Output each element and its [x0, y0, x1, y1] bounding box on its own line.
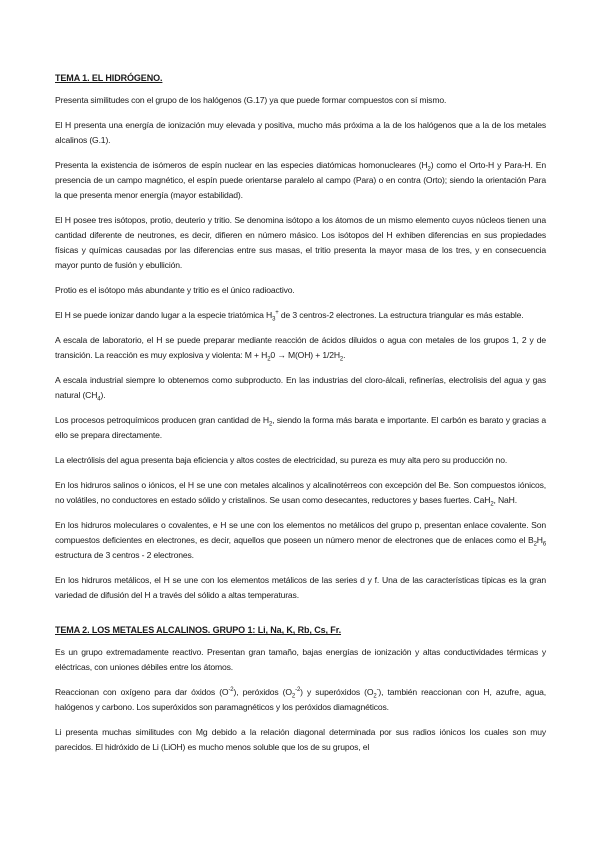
text: ), también reaccionan con H, azufre, agua, halógenos y carbono. Los superóxidos son paramagnéticos y los peróxidos diamagnéticos. [55, 687, 546, 712]
subscript: 2 [267, 356, 271, 363]
subscript: 2 [427, 166, 431, 173]
text: Li presenta muchas similitudes con Mg debido a la relación diagonal determinada por sus radios iónicos los cuales son muy parecidos. El hidróxido de Li (LiOH) es mucho menos soluble que los de su grupos, el [55, 727, 546, 752]
paragraph [55, 453, 546, 468]
text: ) como el Orto-H y Para-H. En presencia de un campo magnético, el espín puede orientarse paralelo al campo (Para) o en contra (Orto); siendo la orientación Para la que presenta menor energía (mayor estabilidad). [55, 160, 546, 200]
text: El H se puede ionizar dando lugar a la especie triatómica H [55, 310, 273, 320]
text: . [343, 350, 346, 360]
superscript: -2 [295, 687, 301, 694]
text: Protio es el isótopo más abundante y tritio es el único radioactivo. [55, 285, 295, 295]
text: En los hidruros salinos o iónicos, el H se une con metales alcalinos y alcalinotérreos con excepción del Be. Son compuestos iónicos, no volátiles, no conductores en estado sólido y cristalinos. Se usan como desecantes, reductores y bases fuertes. CaH [55, 480, 546, 505]
text: estructura de 3 centros - 2 electrones. [55, 550, 194, 560]
text: Presenta la existencia de isómeros de espín nuclear en las especies diatómicas homonucleares (H [55, 160, 428, 170]
paragraph [55, 118, 546, 148]
text: A escala industrial siempre lo obtenemos como subproducto. En las industrias del cloro-álcali, refinerías, electrolisis del agua y gas natural (CH [55, 375, 546, 400]
text: , siendo la forma más barata e importante. El carbón es barato y gracias a ello se prepara directamente. [55, 415, 546, 440]
text: de 3 centros-2 electrones. La estructura triangular es más estable. [278, 310, 524, 320]
text: En los hidruros moleculares o covalentes, e H se une con los elementos no metálicos del grupo p, presentan enlace covalente. Son compuestos deficientes en electrones, es decir, aquellos que poseen un número menor de electrones que de enlaces como el B [55, 520, 546, 545]
text: A escala de laboratorio, el H se puede preparar mediante reacción de ácidos diluidos o agua con metales de los grupos 1, 2 y de transición. La reacción es muy explosiva y violenta: M + H [55, 335, 546, 360]
paragraph [55, 283, 546, 298]
text: 0 → M(OH) + 1/2H [270, 350, 340, 360]
text: La electrólisis del agua presenta baja eficiencia y altos costes de electricidad, su pureza es muy alta pero su producción no. [55, 455, 508, 465]
paragraph [55, 685, 546, 715]
paragraph [55, 725, 546, 755]
subscript: 2 [490, 501, 494, 508]
text: ). [100, 390, 106, 400]
paragraph [55, 413, 546, 443]
paragraph [55, 518, 546, 563]
heading-subtext: : Li, Na, K, Rb, Cs, Fr. [252, 625, 342, 635]
superscript: + [275, 310, 279, 317]
section-spacer [55, 613, 546, 625]
subscript: 2 [373, 693, 377, 700]
text: Es un grupo extremadamente reactivo. Presentan gran tamaño, bajas energías de ionización y altas conductividades térmicas y eléctricas, con uniones débiles entre los átomos. [55, 647, 546, 672]
paragraph [55, 478, 546, 508]
subscript: 4 [97, 396, 101, 403]
text: El H posee tres isótopos, protio, deuterio y tritio. Se denomina isótopo a los átomos de un mismo elemento cuyos núcleos tienen una cantidad diferente de neutrones, es decir, difieren en número másico. Los isótopos del H exhiben diferencias en sus propiedades físicas y químicas causadas por las diferencias entre sus masas, el tritio presenta la mayor masa de los tres, y en consecuencia mayor punto de fusión y ebullición. [55, 215, 546, 270]
superscript: -2 [228, 687, 234, 694]
text: El H presenta una energía de ionización muy elevada y positiva, mucho más próxima a la de los halógenos que a la de los metales alcalinos (G.1). [55, 120, 546, 145]
section-2-heading [55, 625, 546, 635]
text: ), peróxidos (O [233, 687, 292, 697]
subscript: 2 [339, 356, 344, 363]
subscript: 6 [542, 541, 546, 548]
text: Presenta similitudes con el grupo de los halógenos (G.17) ya que puede formar compuestos con sí mismo. [55, 95, 447, 105]
text: ) y superóxidos (O [300, 687, 374, 697]
heading-text: TEMA 2. LOS METALES ALCALINOS. GRUPO 1 [55, 625, 253, 635]
superscript: - [376, 687, 379, 694]
text: Reaccionan con oxígeno para dar óxidos (O [55, 687, 229, 697]
paragraph [55, 308, 546, 323]
paragraph [55, 373, 546, 403]
paragraph [55, 93, 546, 108]
paragraph [55, 333, 546, 363]
section-1-heading: TEMA 1. EL HIDRÓGENO. [55, 73, 163, 83]
subscript: 2 [268, 421, 273, 428]
paragraph [55, 573, 546, 603]
subscript: 2 [533, 541, 537, 548]
text: , NaH. [493, 495, 517, 505]
document-page [55, 73, 546, 765]
text: En los hidruros metálicos, el H se une con los elementos metálicos de las series d y f. Una de las características típicas es la gran variedad de difusión del H a través del sólido a altas temperaturas. [55, 575, 546, 600]
subscript: 2 [291, 693, 296, 700]
text: Los procesos petroquímicos producen gran cantidad de H [55, 415, 269, 425]
subscript: 3 [272, 316, 276, 323]
paragraph [55, 158, 546, 203]
paragraph [55, 645, 546, 675]
text: H [536, 535, 543, 545]
paragraph [55, 213, 546, 273]
